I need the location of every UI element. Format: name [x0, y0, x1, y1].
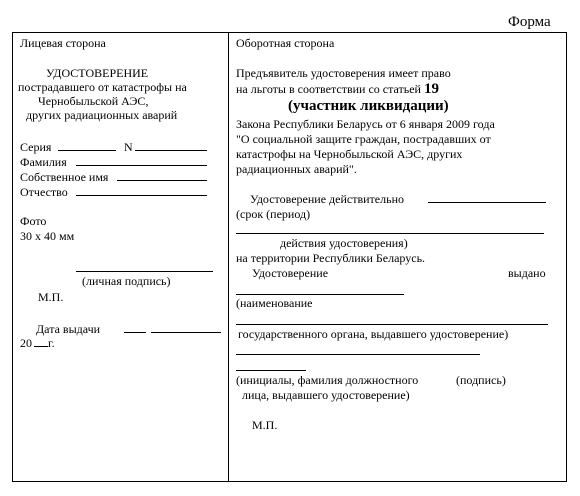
certificate-subtitle-2: Чернобыльской АЭС, [38, 94, 149, 108]
surname-field[interactable] [76, 165, 207, 166]
patronymic-label: Отчество [20, 185, 68, 199]
issue-date-label: Дата выдачи [36, 322, 101, 336]
term-label: (срок (период) [236, 207, 311, 221]
law-line-4: радиационных аварий". [236, 162, 357, 176]
issuer-field-2[interactable] [236, 324, 548, 325]
law-line-1: Закона Республики Беларусь от 6 января 2009 года [236, 117, 495, 131]
photo-size: 30 x 40 мм [20, 229, 75, 243]
front-side-title: Лицевая сторона [20, 36, 106, 50]
back-side-title: Оборотная сторона [236, 36, 335, 50]
entitlement-line-2-text: на льготы в соответствии со статьей [236, 82, 421, 96]
number-field[interactable] [135, 150, 207, 151]
validity-field-1[interactable] [428, 202, 546, 203]
issuer-org-caption: государственного органа, выдавшего удостоверение) [238, 327, 509, 341]
photo-label: Фото [20, 214, 47, 228]
article-number: 19 [423, 81, 439, 97]
entitlement-line-2 [236, 81, 439, 97]
signature-caption: (личная подпись) [82, 274, 171, 288]
column-divider [228, 32, 229, 482]
year-prefix: 20 [20, 336, 32, 350]
issue-year-field[interactable] [34, 346, 48, 347]
form-label: Форма [508, 14, 551, 30]
patronymic-field[interactable] [76, 195, 207, 196]
issuer-name-caption: (наименование [236, 296, 313, 310]
series-label: Серия [20, 140, 52, 154]
signature-field[interactable] [76, 271, 213, 272]
issue-day-field[interactable] [124, 332, 146, 333]
certificate-title: УДОСТОВЕРЕНИЕ [46, 66, 149, 80]
official-caption-1: (инициалы, фамилия должностного [236, 373, 419, 387]
validity-field-2[interactable] [236, 233, 544, 234]
issued-word-1: Удостоверение [252, 266, 329, 280]
official-field[interactable] [236, 370, 306, 371]
issued-word-2: выдано [508, 266, 546, 280]
number-label: N [124, 140, 133, 154]
certificate-subtitle-1: пострадавшего от катастрофы на [18, 80, 187, 94]
law-line-2: "О социальной защите граждан, пострадавших от [236, 132, 491, 146]
validity-label: Удостоверение действительно [250, 192, 405, 206]
law-line-3: катастрофы на Чернобыльской АЭС, других [236, 147, 463, 161]
territory-text: на территории Республики Беларусь. [236, 251, 426, 265]
certificate-subtitle-3: других радиационных аварий [26, 108, 178, 122]
name-field[interactable] [117, 180, 207, 181]
name-label: Собственное имя [20, 170, 109, 184]
official-signature-caption: (подпись) [456, 373, 506, 387]
issue-month-field[interactable] [151, 332, 221, 333]
entitlement-line-1: Предъявитель удостоверения имеет право [236, 66, 451, 80]
issuer-field-1[interactable] [236, 294, 404, 295]
beneficiary-category: (участник ликвидации) [288, 98, 449, 114]
validity-caption: действия удостоверения) [280, 236, 408, 250]
series-field[interactable] [58, 150, 116, 151]
back-stamp-label: М.П. [252, 418, 278, 432]
official-caption-2: лица, выдавшего удостоверение) [242, 388, 410, 402]
surname-label: Фамилия [20, 155, 67, 169]
issuer-field-3[interactable] [236, 354, 480, 355]
year-suffix: г. [48, 336, 55, 350]
front-stamp-label: М.П. [38, 290, 64, 304]
